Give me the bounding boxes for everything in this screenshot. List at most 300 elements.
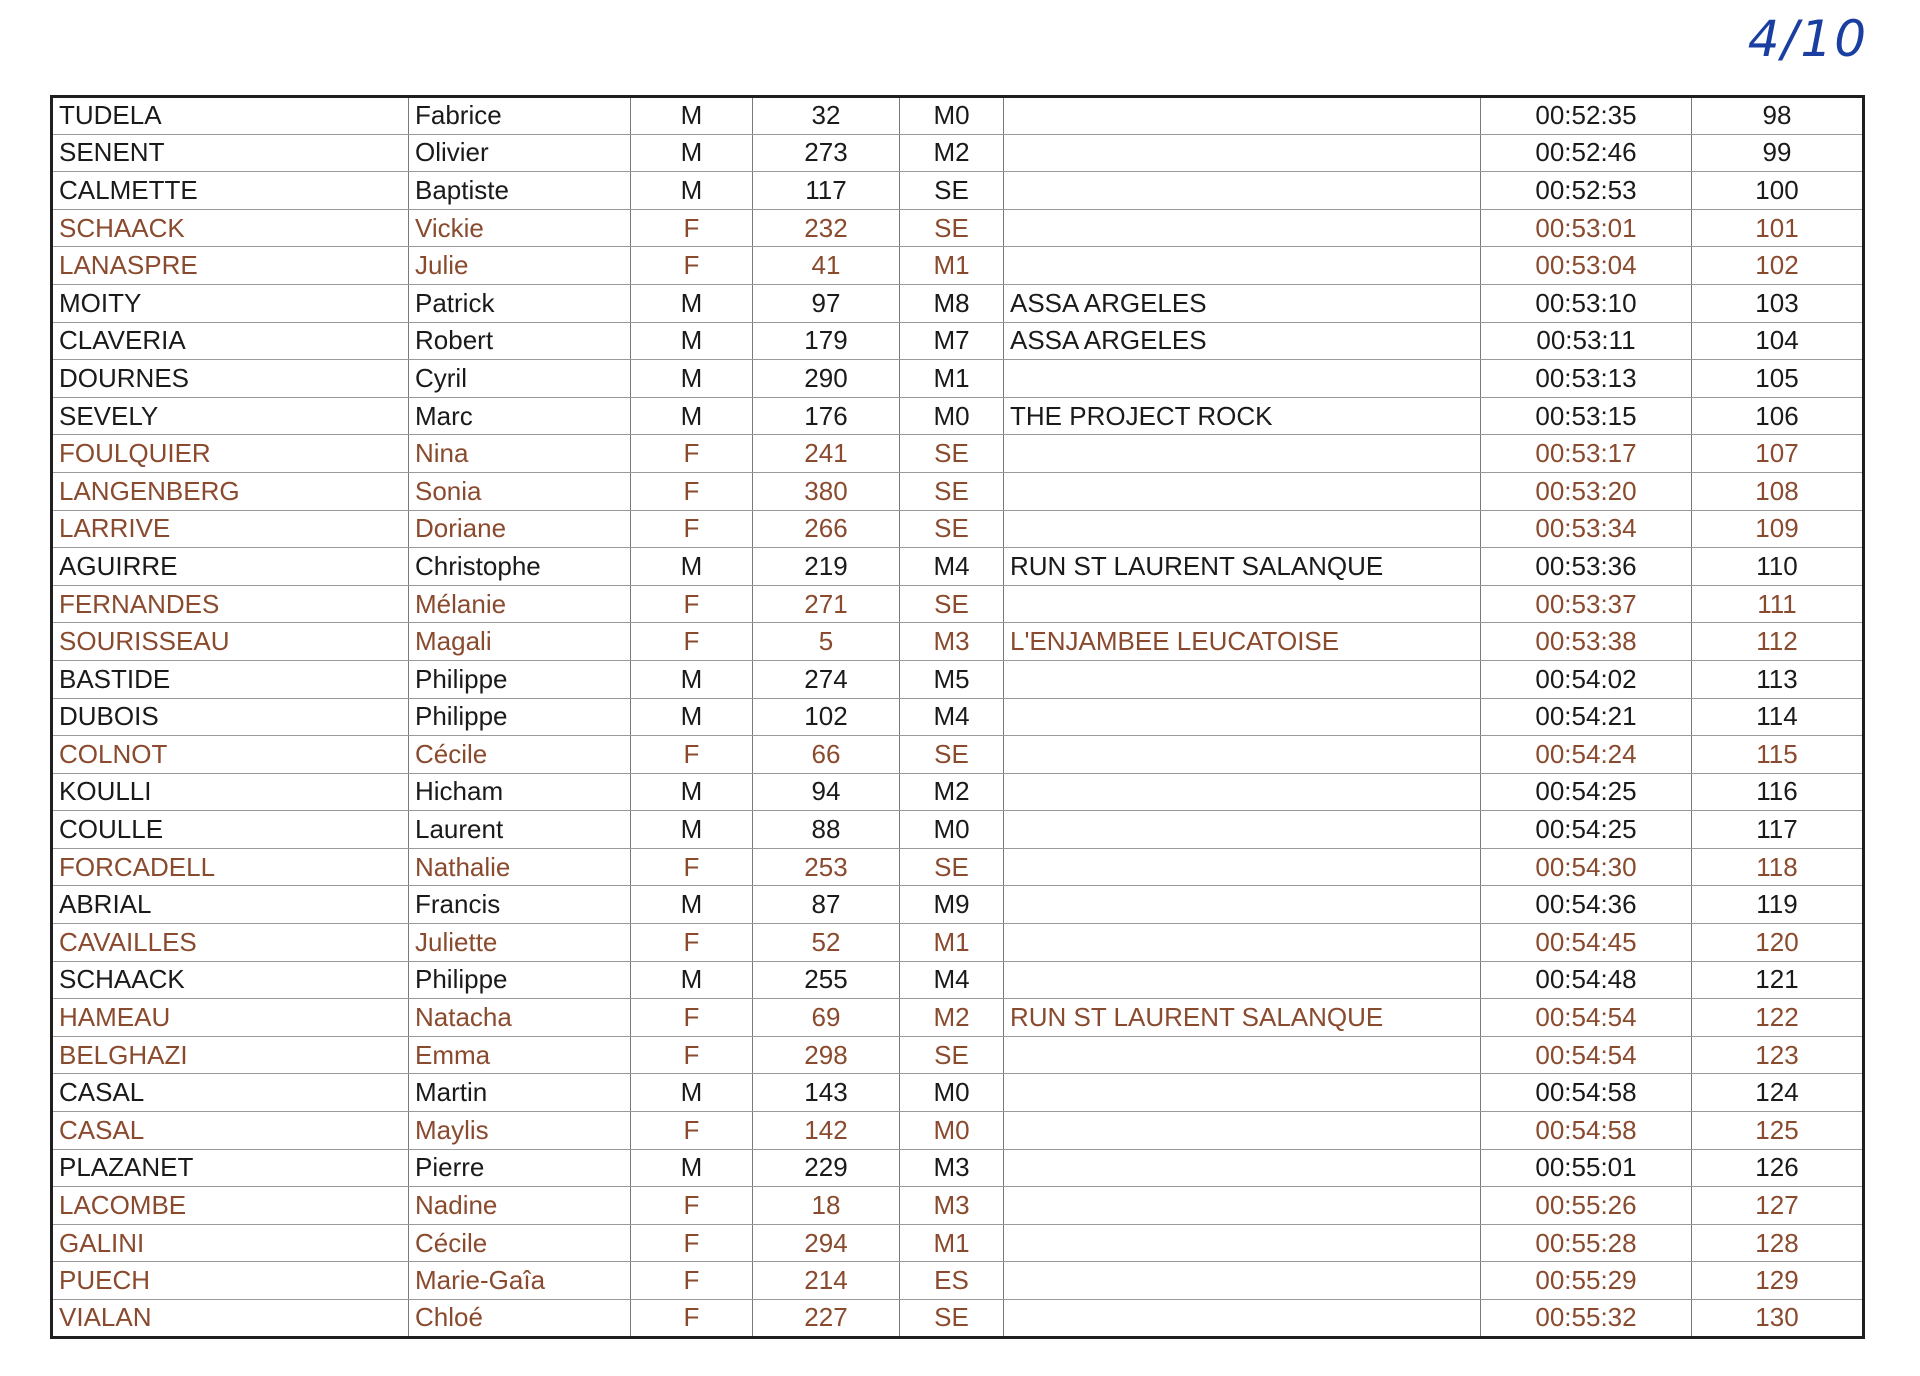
time-cell: 00:54:25 [1481, 773, 1692, 811]
bib-cell: 219 [753, 548, 900, 586]
rank-cell: 107 [1692, 435, 1864, 473]
bib-cell: 290 [753, 360, 900, 398]
club-cell: THE PROJECT ROCK [1004, 397, 1481, 435]
sex-cell: M [631, 172, 753, 210]
club-cell [1004, 773, 1481, 811]
club-cell [1004, 585, 1481, 623]
first-name-cell: Fabrice [409, 97, 631, 135]
last-name-cell: FORCADELL [52, 848, 409, 886]
category-cell: M1 [900, 924, 1004, 962]
last-name-cell: TUDELA [52, 97, 409, 135]
last-name-cell: SCHAACK [52, 961, 409, 999]
category-cell: SE [900, 1036, 1004, 1074]
rank-cell: 123 [1692, 1036, 1864, 1074]
first-name-cell: Nathalie [409, 848, 631, 886]
last-name-cell: PUECH [52, 1262, 409, 1300]
sex-cell: M [631, 134, 753, 172]
bib-cell: 176 [753, 397, 900, 435]
first-name-cell: Marie-Gaîa [409, 1262, 631, 1300]
time-cell: 00:53:15 [1481, 397, 1692, 435]
rank-cell: 101 [1692, 209, 1864, 247]
table-row [52, 284, 1864, 322]
category-cell: SE [900, 510, 1004, 548]
bib-cell: 271 [753, 585, 900, 623]
club-cell [1004, 1300, 1481, 1338]
first-name-cell: Cyril [409, 360, 631, 398]
table-row [52, 1224, 1864, 1262]
category-cell: M1 [900, 1224, 1004, 1262]
club-cell [1004, 1224, 1481, 1262]
last-name-cell: SEVELY [52, 397, 409, 435]
page-number: 4/10 [1747, 10, 1868, 68]
time-cell: 00:54:48 [1481, 961, 1692, 999]
sex-cell: M [631, 397, 753, 435]
table-row [52, 360, 1864, 398]
bib-cell: 179 [753, 322, 900, 360]
time-cell: 00:53:36 [1481, 548, 1692, 586]
club-cell [1004, 1262, 1481, 1300]
rank-cell: 106 [1692, 397, 1864, 435]
bib-cell: 88 [753, 811, 900, 849]
table-row [52, 510, 1864, 548]
bib-cell: 227 [753, 1300, 900, 1338]
sex-cell: M [631, 886, 753, 924]
rank-cell: 99 [1692, 134, 1864, 172]
first-name-cell: Chloé [409, 1300, 631, 1338]
category-cell: M4 [900, 961, 1004, 999]
club-cell [1004, 435, 1481, 473]
rank-cell: 111 [1692, 585, 1864, 623]
time-cell: 00:55:26 [1481, 1187, 1692, 1225]
last-name-cell: BELGHAZI [52, 1036, 409, 1074]
last-name-cell: CAVAILLES [52, 924, 409, 962]
club-cell [1004, 1112, 1481, 1150]
first-name-cell: Martin [409, 1074, 631, 1112]
time-cell: 00:55:32 [1481, 1300, 1692, 1338]
bib-cell: 87 [753, 886, 900, 924]
rank-cell: 129 [1692, 1262, 1864, 1300]
sex-cell: F [631, 1036, 753, 1074]
club-cell: RUN ST LAURENT SALANQUE [1004, 999, 1481, 1037]
sex-cell: M [631, 360, 753, 398]
club-cell: RUN ST LAURENT SALANQUE [1004, 548, 1481, 586]
first-name-cell: Baptiste [409, 172, 631, 210]
category-cell: SE [900, 848, 1004, 886]
time-cell: 00:55:28 [1481, 1224, 1692, 1262]
first-name-cell: Philippe [409, 961, 631, 999]
club-cell [1004, 172, 1481, 210]
time-cell: 00:53:17 [1481, 435, 1692, 473]
first-name-cell: Vickie [409, 209, 631, 247]
last-name-cell: KOULLI [52, 773, 409, 811]
club-cell [1004, 209, 1481, 247]
time-cell: 00:52:46 [1481, 134, 1692, 172]
last-name-cell: SCHAACK [52, 209, 409, 247]
bib-cell: 117 [753, 172, 900, 210]
time-cell: 00:54:54 [1481, 999, 1692, 1037]
first-name-cell: Nina [409, 435, 631, 473]
results-body [52, 97, 1864, 1338]
sex-cell: F [631, 623, 753, 661]
last-name-cell: CALMETTE [52, 172, 409, 210]
club-cell [1004, 886, 1481, 924]
table-row [52, 397, 1864, 435]
first-name-cell: Nadine [409, 1187, 631, 1225]
time-cell: 00:54:02 [1481, 660, 1692, 698]
table-row [52, 172, 1864, 210]
category-cell: SE [900, 472, 1004, 510]
club-cell: L'ENJAMBEE LEUCATOISE [1004, 623, 1481, 661]
first-name-cell: Natacha [409, 999, 631, 1037]
bib-cell: 214 [753, 1262, 900, 1300]
table-row [52, 1300, 1864, 1338]
first-name-cell: Robert [409, 322, 631, 360]
last-name-cell: LANASPRE [52, 247, 409, 285]
time-cell: 00:54:45 [1481, 924, 1692, 962]
sex-cell: F [631, 247, 753, 285]
rank-cell: 109 [1692, 510, 1864, 548]
first-name-cell: Christophe [409, 548, 631, 586]
category-cell: M0 [900, 97, 1004, 135]
table-row [52, 1036, 1864, 1074]
table-row [52, 209, 1864, 247]
last-name-cell: BASTIDE [52, 660, 409, 698]
last-name-cell: LARRIVE [52, 510, 409, 548]
rank-cell: 124 [1692, 1074, 1864, 1112]
first-name-cell: Francis [409, 886, 631, 924]
bib-cell: 143 [753, 1074, 900, 1112]
last-name-cell: DOURNES [52, 360, 409, 398]
rank-cell: 127 [1692, 1187, 1864, 1225]
first-name-cell: Julie [409, 247, 631, 285]
sex-cell: M [631, 322, 753, 360]
club-cell [1004, 247, 1481, 285]
sex-cell: F [631, 1187, 753, 1225]
time-cell: 00:53:37 [1481, 585, 1692, 623]
category-cell: M3 [900, 1149, 1004, 1187]
bib-cell: 273 [753, 134, 900, 172]
rank-cell: 98 [1692, 97, 1864, 135]
time-cell: 00:55:29 [1481, 1262, 1692, 1300]
rank-cell: 108 [1692, 472, 1864, 510]
rank-cell: 125 [1692, 1112, 1864, 1150]
bib-cell: 241 [753, 435, 900, 473]
time-cell: 00:53:38 [1481, 623, 1692, 661]
rank-cell: 110 [1692, 548, 1864, 586]
bib-cell: 274 [753, 660, 900, 698]
club-cell [1004, 97, 1481, 135]
bib-cell: 18 [753, 1187, 900, 1225]
sex-cell: F [631, 924, 753, 962]
time-cell: 00:54:24 [1481, 736, 1692, 774]
time-cell: 00:54:54 [1481, 1036, 1692, 1074]
category-cell: M0 [900, 1112, 1004, 1150]
club-cell [1004, 924, 1481, 962]
rank-cell: 100 [1692, 172, 1864, 210]
rank-cell: 105 [1692, 360, 1864, 398]
club-cell [1004, 1149, 1481, 1187]
table-row [52, 322, 1864, 360]
category-cell: M4 [900, 548, 1004, 586]
rank-cell: 130 [1755, 1302, 1799, 1333]
time-cell: 00:53:34 [1481, 510, 1692, 548]
club-cell [1004, 360, 1481, 398]
time-cell: 00:52:53 [1481, 172, 1692, 210]
bib-cell: 97 [753, 284, 900, 322]
last-name-cell: FERNANDES [52, 585, 409, 623]
sex-cell: F [631, 848, 753, 886]
category-cell: M2 [900, 999, 1004, 1037]
time-cell: 00:54:21 [1481, 698, 1692, 736]
bib-cell: 294 [753, 1224, 900, 1262]
time-cell: 00:54:58 [1481, 1074, 1692, 1112]
category-cell: SE [900, 209, 1004, 247]
table-row [52, 97, 1864, 135]
bib-cell: 52 [753, 924, 900, 962]
rank-cell: 102 [1692, 247, 1864, 285]
sex-cell: M [631, 548, 753, 586]
sex-cell: F [631, 999, 753, 1037]
last-name-cell: COULLE [52, 811, 409, 849]
last-name-cell: FOULQUIER [52, 435, 409, 473]
time-cell: 00:53:20 [1481, 472, 1692, 510]
first-name-cell: Patrick [409, 284, 631, 322]
last-name-cell: SENENT [52, 134, 409, 172]
bib-cell: 66 [753, 736, 900, 774]
table-row [52, 660, 1864, 698]
bib-cell: 41 [753, 247, 900, 285]
first-name-cell: Maylis [409, 1112, 631, 1150]
club-cell [1004, 510, 1481, 548]
first-name-cell: Juliette [409, 924, 631, 962]
rank-cell: 104 [1692, 322, 1864, 360]
sex-cell: F [631, 585, 753, 623]
last-name-cell: VIALAN [52, 1300, 409, 1338]
category-cell: SE [900, 1300, 1004, 1338]
sex-cell: F [631, 1300, 753, 1338]
category-cell: M2 [900, 134, 1004, 172]
club-cell [1004, 698, 1481, 736]
rank-cell: 117 [1692, 811, 1864, 849]
club-cell [1004, 848, 1481, 886]
club-cell: ASSA ARGELES [1004, 284, 1481, 322]
time-cell: 00:53:01 [1481, 209, 1692, 247]
last-name-cell: AGUIRRE [52, 548, 409, 586]
rank-cell: 122 [1692, 999, 1864, 1037]
table-row [52, 961, 1864, 999]
category-cell: M5 [900, 660, 1004, 698]
category-cell: M3 [900, 1187, 1004, 1225]
last-name-cell: MOITY [52, 284, 409, 322]
first-name-cell: Pierre [409, 1149, 631, 1187]
first-name-cell: Marc [409, 397, 631, 435]
club-cell [1004, 811, 1481, 849]
bib-cell: 266 [753, 510, 900, 548]
bib-cell: 94 [753, 773, 900, 811]
table-row [52, 472, 1864, 510]
sex-cell: F [631, 472, 753, 510]
sex-cell: F [631, 1112, 753, 1150]
first-name-cell: Hicham [409, 773, 631, 811]
time-cell: 00:54:25 [1481, 811, 1692, 849]
last-name-cell: LACOMBE [52, 1187, 409, 1225]
sex-cell: M [631, 660, 753, 698]
bib-cell: 380 [753, 472, 900, 510]
first-name-cell: Philippe [409, 698, 631, 736]
category-cell: M4 [900, 698, 1004, 736]
category-cell: SE [900, 172, 1004, 210]
bib-cell: 32 [753, 97, 900, 135]
bib-cell: 102 [753, 698, 900, 736]
club-cell: ASSA ARGELES [1004, 322, 1481, 360]
last-name-cell: COLNOT [52, 736, 409, 774]
first-name-cell: Cécile [409, 1224, 631, 1262]
sex-cell: M [631, 97, 753, 135]
table-row [52, 548, 1864, 586]
first-name-cell: Magali [409, 623, 631, 661]
table-row [52, 848, 1864, 886]
last-name-cell: HAMEAU [52, 999, 409, 1037]
sex-cell: M [631, 1074, 753, 1112]
club-cell [1004, 472, 1481, 510]
last-name-cell: SOURISSEAU [52, 623, 409, 661]
table-row [52, 1074, 1864, 1112]
last-name-cell: CASAL [52, 1112, 409, 1150]
table-row [52, 1149, 1864, 1187]
last-name-cell: CLAVERIA [52, 322, 409, 360]
category-cell: M3 [900, 623, 1004, 661]
category-cell: SE [900, 435, 1004, 473]
category-cell: M2 [900, 773, 1004, 811]
bib-cell: 255 [753, 961, 900, 999]
time-cell: 00:52:35 [1481, 97, 1692, 135]
last-name-cell: DUBOIS [52, 698, 409, 736]
bib-cell: 69 [753, 999, 900, 1037]
bib-cell: 298 [753, 1036, 900, 1074]
club-cell [1004, 1074, 1481, 1112]
last-name-cell: ABRIAL [52, 886, 409, 924]
table-row [52, 811, 1864, 849]
sex-cell: F [631, 736, 753, 774]
category-cell: SE [900, 585, 1004, 623]
sex-cell: M [631, 811, 753, 849]
time-cell: 00:53:04 [1481, 247, 1692, 285]
table-row [52, 924, 1864, 962]
category-cell: M1 [900, 360, 1004, 398]
time-cell: 00:55:01 [1481, 1149, 1692, 1187]
table-row [52, 134, 1864, 172]
time-cell: 00:53:13 [1481, 360, 1692, 398]
sex-cell: F [631, 510, 753, 548]
first-name-cell: Philippe [409, 660, 631, 698]
time-cell: 00:53:11 [1481, 322, 1692, 360]
rank-cell: 113 [1692, 660, 1864, 698]
club-cell [1004, 660, 1481, 698]
bib-cell: 232 [753, 209, 900, 247]
table-row [52, 247, 1864, 285]
rank-cell: 128 [1692, 1224, 1864, 1262]
rank-cell: 115 [1692, 736, 1864, 774]
club-cell [1004, 961, 1481, 999]
rank-cell: 121 [1692, 961, 1864, 999]
table-row [52, 1112, 1864, 1150]
club-cell [1004, 134, 1481, 172]
table-row [52, 585, 1864, 623]
table-row [52, 698, 1864, 736]
table-row [52, 1187, 1864, 1225]
rank-cell: 118 [1692, 848, 1864, 886]
club-cell [1004, 1036, 1481, 1074]
sex-cell: F [631, 1224, 753, 1262]
category-cell: M9 [900, 886, 1004, 924]
table-row [52, 736, 1864, 774]
sex-cell: F [631, 209, 753, 247]
first-name-cell: Mélanie [409, 585, 631, 623]
first-name-cell: Doriane [409, 510, 631, 548]
category-cell: SE [900, 736, 1004, 774]
category-cell: M8 [900, 284, 1004, 322]
results-table [50, 95, 1865, 1339]
rank-cell: 103 [1692, 284, 1864, 322]
last-name-cell: PLAZANET [52, 1149, 409, 1187]
first-name-cell: Olivier [409, 134, 631, 172]
sex-cell: F [631, 435, 753, 473]
bib-cell: 229 [753, 1149, 900, 1187]
sex-cell: M [631, 284, 753, 322]
sex-cell: M [631, 961, 753, 999]
first-name-cell: Emma [409, 1036, 631, 1074]
time-cell: 00:54:36 [1481, 886, 1692, 924]
last-name-cell: GALINI [52, 1224, 409, 1262]
bib-cell: 253 [753, 848, 900, 886]
sex-cell: M [631, 773, 753, 811]
category-cell: M1 [900, 247, 1004, 285]
category-cell: ES [900, 1262, 1004, 1300]
rank-cell: 120 [1692, 924, 1864, 962]
sex-cell: M [631, 698, 753, 736]
club-cell [1004, 1187, 1481, 1225]
time-cell: 00:54:30 [1481, 848, 1692, 886]
rank-cell: 126 [1692, 1149, 1864, 1187]
first-name-cell: Sonia [409, 472, 631, 510]
rank-cell: 119 [1692, 886, 1864, 924]
bib-cell: 142 [753, 1112, 900, 1150]
bib-cell: 5 [753, 623, 900, 661]
table-row [52, 886, 1864, 924]
time-cell: 00:53:10 [1481, 284, 1692, 322]
club-cell [1004, 736, 1481, 774]
first-name-cell: Cécile [409, 736, 631, 774]
time-cell: 00:54:58 [1481, 1112, 1692, 1150]
category-cell: M0 [900, 1074, 1004, 1112]
last-name-cell: CASAL [52, 1074, 409, 1112]
last-name-cell: LANGENBERG [52, 472, 409, 510]
sex-cell: M [631, 1149, 753, 1187]
category-cell: M0 [900, 811, 1004, 849]
table-row [52, 999, 1864, 1037]
table-row [52, 435, 1864, 473]
table-row [52, 773, 1864, 811]
first-name-cell: Laurent [409, 811, 631, 849]
rank-cell: 116 [1692, 773, 1864, 811]
category-cell: M0 [900, 397, 1004, 435]
rank-cell: 114 [1692, 698, 1864, 736]
category-cell: M7 [900, 322, 1004, 360]
sex-cell: F [631, 1262, 753, 1300]
table-row [52, 623, 1864, 661]
table-row [52, 1262, 1864, 1300]
rank-cell: 112 [1692, 623, 1864, 661]
